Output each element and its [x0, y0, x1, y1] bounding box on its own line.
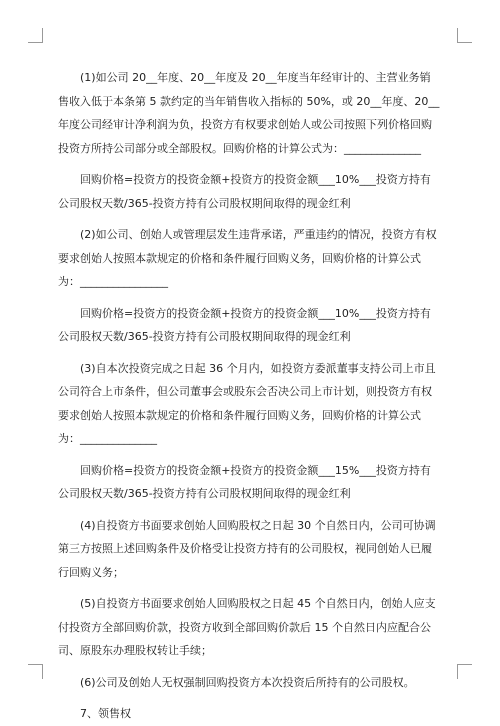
clause-4: (4)自投资方书面要求创始人回购股权之日起 30 个自然日内，公司可协调第三方按照上述回购条件及价格受让投资方持有的公司股权，视同创始人已履行回购义务； [58, 518, 436, 579]
clause-5: (5)自投资方书面要求创始人回购股权之日起 45 个自然日内，创始人应支付投资方全部回购价款，投资方收到全部回购价款后 15 个自然日内应配合公司、原股东办理股权转让手续； [58, 597, 436, 657]
crop-mark-bottom-left [28, 664, 43, 679]
clause-2: (2)如公司、创始人或管理层发生违背承诺，严重违约的情况，投资方有权要求创始人按照本款规定的价格和条件履行回购义务，回购价格的计算公式为：________________ [58, 228, 437, 288]
formula-1: 回购价格=投资方的投资金额+投资方的投资金额___10%___投资方持有公司股权天数/365-投资方持有公司股权期间取得的现金红利 [58, 173, 431, 210]
formula-3: 回购价格=投资方的投资金额+投资方的投资金额___15%___投资方持有公司股权天数/365-投资方持有公司股权期间取得的现金红利 [58, 463, 431, 500]
clause-6: (6)公司及创始人无权强制回购投资方本次投资后所持有的公司股权。 [80, 675, 415, 689]
document-body [58, 66, 440, 726]
crop-mark-bottom-right [457, 664, 472, 679]
crop-mark-top-left [28, 28, 43, 43]
clause-1: (1)如公司 20__年度、20__年度及 20__年度当年经审计的、主营业务销售收入低于本条第 5 款约定的当年销售收入指标的 50%，或 20__年度、20__年度公司经审计净利润为负，投资方有权要求创始人或公司按照下列价格回购投资方所持公司部分或全部股权。回购价格的计算公式为：______________ [58, 71, 440, 155]
section-heading: 7、领售权 [80, 707, 131, 720]
clause-3: (3)自本次投资完成之日起 36 个月内，如投资方委派董事支持公司上市且公司符合上市条件，但公司董事会或股东会否决公司上市计划，则投资方有权要求创始人按照本款规定的价格和条件履行回购义务，回购价格的计算公式为：______________ [58, 361, 436, 445]
formula-2: 回购价格=投资方的投资金额+投资方的投资金额___10%___投资方持有公司股权天数/365-投资方持有公司股权期间取得的现金红利 [58, 306, 431, 343]
crop-mark-top-right [457, 28, 472, 43]
